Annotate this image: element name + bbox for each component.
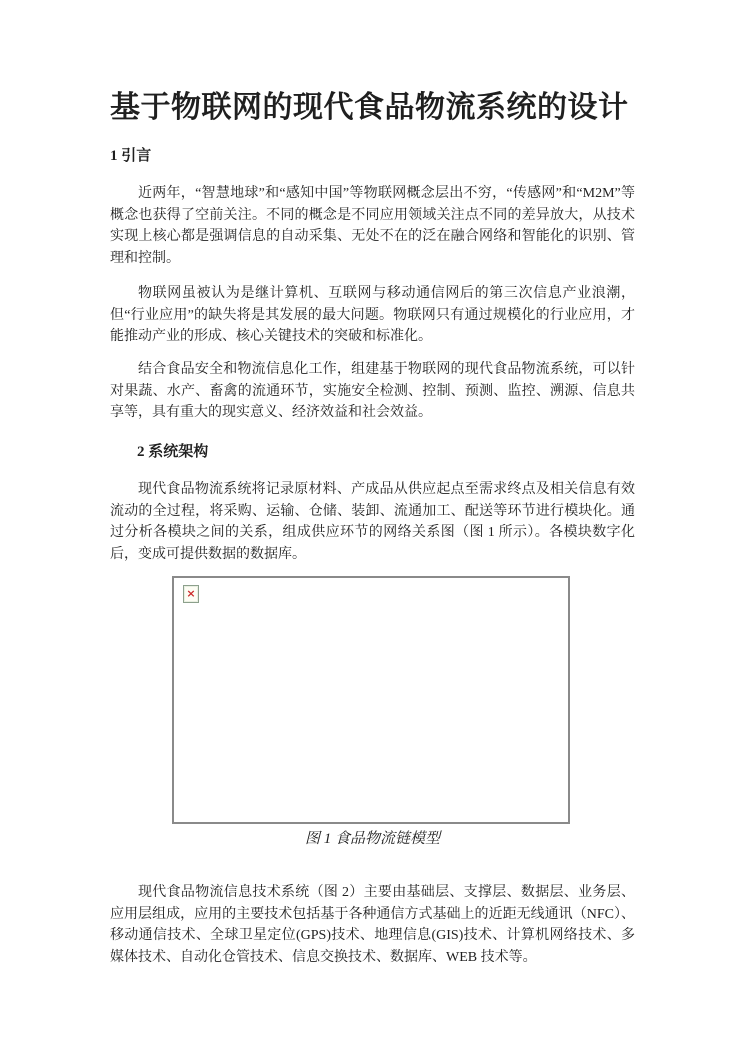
broken-image-icon <box>183 585 199 603</box>
intro-paragraph-1: 近两年，“智慧地球”和“感知中国”等物联网概念层出不穷，“传感网”和“M2M”等概念也获得了空前关注。不同的概念是不同应用领域关注点不同的差异放大，从技术实现上核心都是强调信息的自动采集、无处不在的泛在融合网络和智能化的识别、管理和控制。 <box>110 186 635 267</box>
section-heading-architecture: 2 系统架构 <box>137 444 209 461</box>
intro-paragraph-3: 结合食品安全和物流信息化工作，组建基于物联网的现代食品物流系统，可以针对果蔬、水产、畜禽的流通环节，实施安全检测、控制、预测、监控、溯源、信息共享等，具有重大的现实意义、经济效益和社会效益。 <box>110 361 635 421</box>
section-heading-introduction: 1 引言 <box>110 148 152 164</box>
red-x-icon: × <box>186 587 196 601</box>
intro-paragraph-2: 物联网虽被认为是继计算机、互联网与移动通信网后的第三次信息产业浪潮，但“行业应用”的缺失将是其发展的最大问题。物联网只有通过规模化的行业应用，才能推动产业的形成、核心关键技术的突破和标准化。 <box>110 285 635 345</box>
architecture-paragraph-2: 现代食品物流信息技术系统（图 2）主要由基础层、支撑层、数据层、业务层、应用层组成，应用的主要技术包括基于各种通信方式基础上的近距无线通讯（NFC）、移动通信技术、全球卫星定位(GPS)技术、地理信息(GIS)技术、计算机网络技术、多媒体技术、自动化仓管技术、信息交换技术、数据库、WEB 技术等。 <box>110 884 635 965</box>
document-title: 基于物联网的现代食品物流系统的设计 <box>110 91 629 124</box>
architecture-paragraph-1: 现代食品物流系统将记录原材料、产成品从供应起点至需求终点及相关信息有效流动的全过程，将采购、运输、仓储、装卸、流通加工、配送等环节进行模块化。通过分析各模块之间的关系，组成供应环节的网络关系图（图 1 所示）。各模块数字化后，变成可提供数据的数据库。 <box>110 482 635 563</box>
figure1-caption: 图 1 食品物流链模型 <box>304 830 440 847</box>
figure1-image-placeholder <box>172 576 570 824</box>
